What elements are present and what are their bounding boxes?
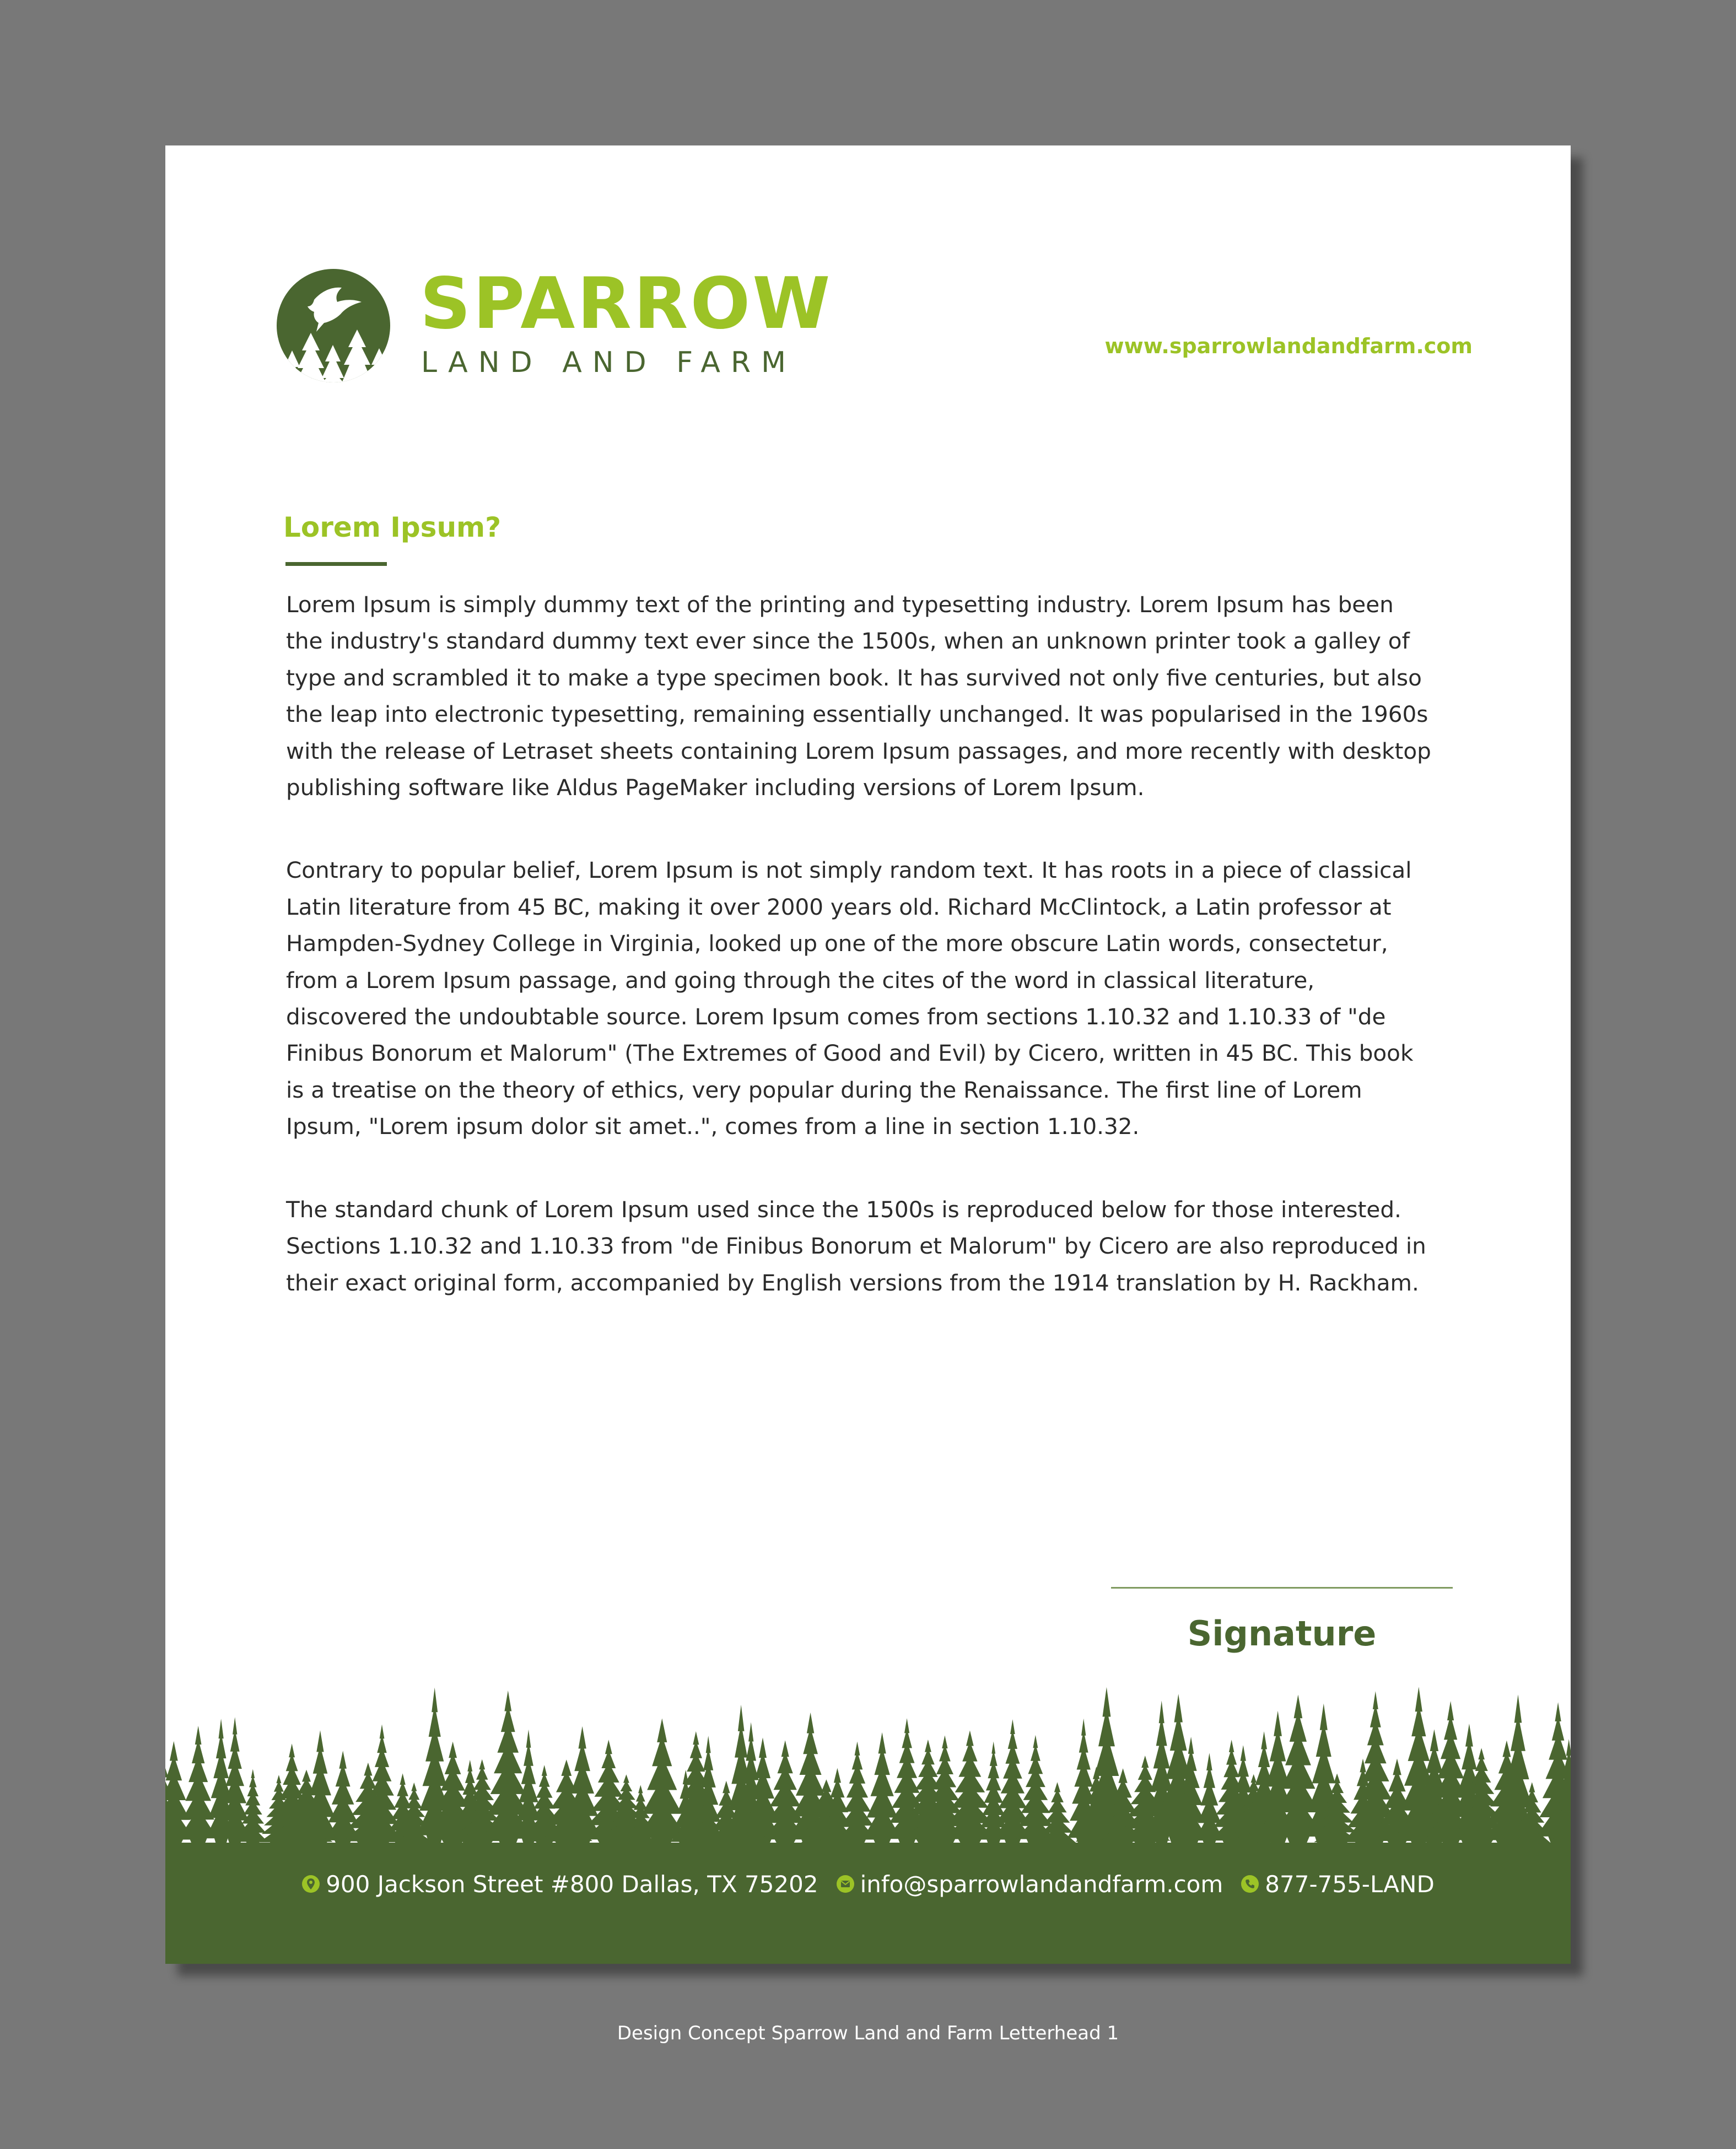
heading-underline: [285, 562, 387, 566]
map-pin-icon: [301, 1875, 320, 1893]
letter-body: [286, 586, 1432, 1347]
letter-heading: Lorem Ipsum?: [283, 511, 502, 543]
pine-tree: [1038, 1782, 1076, 1848]
website-link[interactable]: www.sparrowlandandfarm.com: [1104, 334, 1473, 358]
design-caption: Design Concept Sparrow Land and Farm Letterhead 1: [617, 2022, 1119, 2044]
email-text[interactable]: info@sparrowlandandfarm.com: [860, 1870, 1223, 1898]
footer-email[interactable]: [836, 1871, 1223, 1898]
brand-logo: [276, 263, 882, 400]
forest-silhouette: [165, 1677, 1571, 1854]
sparrow-logo-icon: [276, 268, 391, 384]
letterhead-sheet: [165, 145, 1571, 1964]
footer-bar: [165, 1845, 1571, 1964]
signature-label: Signature: [1187, 1613, 1377, 1654]
phone-text[interactable]: 877-755-LAND: [1265, 1870, 1435, 1898]
contact-info: [165, 1845, 1571, 1923]
envelope-icon: [836, 1875, 855, 1893]
brand-name: SPARROW: [420, 263, 833, 345]
body-paragraph-1: Lorem Ipsum is simply dummy text of the printing and typesetting industry. Lorem Ipsum has been the industry's standard dummy text ever since the 1500s, when an unknown printer took a galley of type and scrambled it to make a type specimen book. It has survived not only five centuries, but also the leap into electronic typesetting, remaining essentially unchanged. It was popularised in the 1960s with the release of Letraset sheets containing Lorem Ipsum passages, and more recently with desktop publishing software like Aldus PageMaker including versions of Lorem Ipsum.: [286, 591, 1431, 801]
pine-tree: [637, 1719, 687, 1849]
phone-icon: [1241, 1875, 1259, 1893]
signature-line: [1111, 1587, 1453, 1589]
address-text: 900 Jackson Street #800 Dallas, TX 75202: [326, 1870, 818, 1898]
body-paragraph-3: The standard chunk of Lorem Ipsum used since the 1500s is reproduced below for those interested. Sections 1.10.32 and 1.10.33 from "de Finibus Bonorum et Malorum" by Cicero are also reproduced in their exact original form, accompanied by English versions from the 1914 translation by H. Rackham.: [286, 1196, 1426, 1296]
body-paragraph-2: Contrary to popular belief, Lorem Ipsum is not simply random text. It has roots in a piece of classical Latin literature from 45 BC, making it over 2000 years old. Richard McClintock, a Latin professor at Hampden-Sydney College in Virginia, looked up one of the more obscure Latin words, consectetur, from a Lorem Ipsum passage, and going through the cites of the word in classical literature, discovered the undoubtable source. Lorem Ipsum comes from sections 1.10.32 and 1.10.33 of "de Finibus Bonorum et Malorum" (The Extremes of Good and Evil) by Cicero, written in 45 BC. This book is a treatise on the theory of ethics, very popular during the Renaissance. The first line of Lorem Ipsum, "Lorem ipsum dolor sit amet..", comes from a line in section 1.10.32.: [286, 857, 1414, 1140]
footer-phone[interactable]: [1241, 1871, 1435, 1898]
brand-tagline: LAND AND FARM: [421, 346, 796, 379]
footer-address: [301, 1871, 818, 1898]
